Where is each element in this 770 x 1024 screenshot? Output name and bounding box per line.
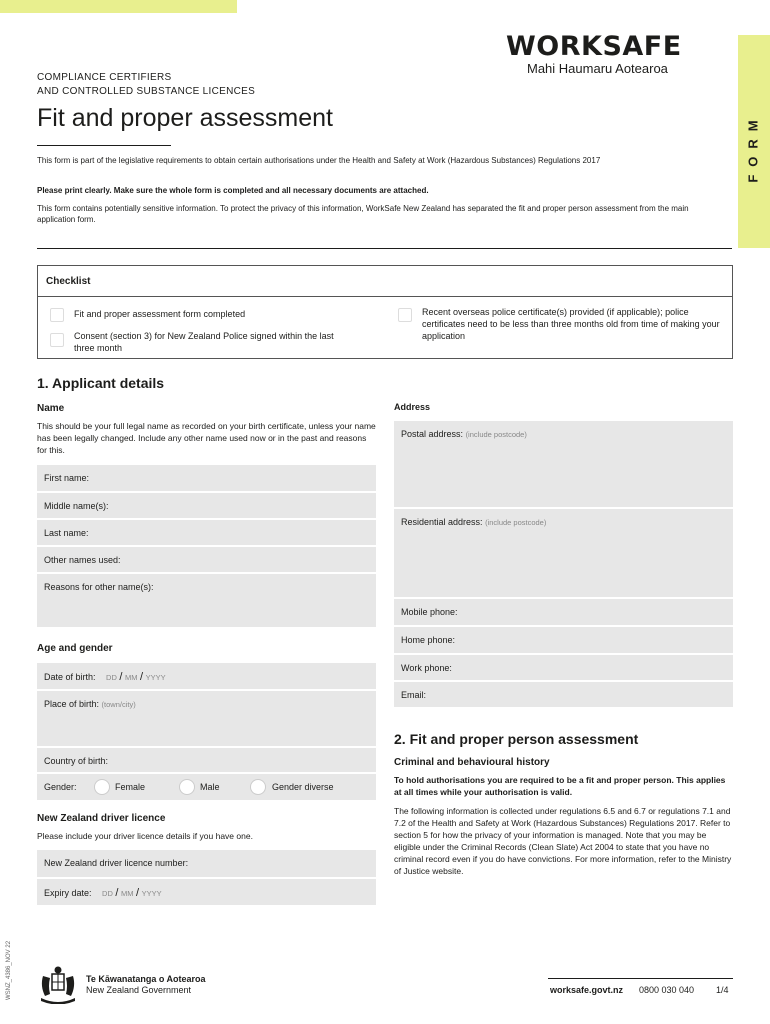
age-gender-heading: Age and gender — [37, 643, 113, 654]
licence-number-field[interactable] — [37, 850, 376, 879]
expiry-date-field[interactable]: Expiry date: DD / MM / YYYY — [37, 879, 376, 907]
last-name-field[interactable] — [37, 520, 376, 547]
licence-number-label: New Zealand driver licence number: — [44, 858, 189, 868]
gender-male-label: Male — [200, 782, 220, 792]
criminal-history-body: The following information is collected under regulations 6.5 and 6.7 or regulations 7.1 and 7.2 of the Health and Safety at Work (Hazardous Substances) Regulations 2017. Refer to section 5 for how the privacy of your information is managed. Note that you may be eligible under the Criminal Records (Clean Slate) Act 2004 to state that you have no criminal record even if you do have convictions. For more information, refer to the Ministry of Justice website. — [394, 806, 732, 876]
footer-phone: 0800 030 040 — [639, 985, 695, 995]
checklist-item-3: Recent overseas police certificate(s) provided (if applicable); police certificates need to be less than three months old from time of making your application — [422, 307, 720, 341]
checklist-checkbox-1[interactable] — [50, 308, 64, 322]
first-name-label: First name: — [44, 473, 90, 483]
dob-field[interactable]: Date of birth: DD / MM / YYYY — [37, 663, 376, 691]
home-phone-label: Home phone: — [401, 635, 456, 645]
middle-names-label: Middle name(s): — [44, 501, 109, 511]
work-phone-label: Work phone: — [401, 663, 452, 673]
header-divider — [37, 248, 732, 249]
worksafe-logo: WORKSAFE — [506, 31, 682, 62]
other-names-label: Other names used: — [44, 555, 121, 565]
middle-names-field[interactable] — [37, 493, 376, 520]
gender-female-radio[interactable] — [94, 779, 110, 795]
govt-line-1: Te Kāwanatanga o Aotearoa — [86, 974, 206, 984]
dob-day-hint: DD — [106, 673, 117, 682]
nz-coat-of-arms-icon — [37, 964, 79, 1004]
gender-label: Gender: — [44, 782, 77, 792]
residential-address-hint: (include postcode) — [485, 518, 547, 527]
checklist-checkbox-3[interactable] — [398, 308, 412, 322]
fit-proper-requirement: To hold authorisations you are required to be a fit and proper person. This applies at all times while your authorisation is valid. — [394, 775, 726, 797]
expiry-year-hint: YYYY — [141, 889, 162, 898]
email-field[interactable] — [394, 682, 733, 709]
expiry-date-label: Expiry date: — [44, 888, 92, 898]
residential-address-field[interactable] — [394, 509, 733, 599]
criminal-history-heading: Criminal and behavioural history — [394, 757, 550, 768]
dob-month-hint: MM — [124, 673, 138, 682]
place-of-birth-field[interactable] — [37, 691, 376, 748]
name-heading: Name — [37, 403, 65, 414]
licence-help-text: Please include your driver licence details if you have one. — [37, 831, 253, 841]
name-help-text: This should be your full legal name as recorded on your birth certificate, unless your name has been legally changed. Include any other name used now or in the past and reasons for this. — [37, 421, 376, 455]
gender-diverse-radio[interactable] — [250, 779, 266, 795]
country-of-birth-field[interactable] — [37, 748, 376, 774]
gender-row — [37, 774, 376, 802]
checklist-item-2: Consent (section 3) for New Zealand Police signed within the last three month — [74, 331, 334, 353]
logo-tagline: Mahi Haumaru Aotearoa — [527, 61, 668, 76]
side-tab-label: FORM — [745, 112, 761, 183]
kicker-line-1: COMPLIANCE CERTIFIERS — [37, 72, 172, 83]
govt-line-2: New Zealand Government — [86, 985, 192, 995]
gender-male-radio[interactable] — [179, 779, 195, 795]
checklist-checkbox-2[interactable] — [50, 333, 64, 347]
email-label: Email: — [401, 690, 427, 700]
top-accent-bar — [0, 0, 237, 13]
dob-label: Date of birth: — [44, 672, 96, 682]
footer-divider — [548, 978, 733, 979]
checklist-box — [37, 265, 733, 359]
residential-address-label: Residential address: — [401, 517, 483, 527]
page-title: Fit and proper assessment — [37, 104, 333, 132]
privacy-note: This form contains potentially sensitive information. To protect the privacy of this information, WorkSafe New Zealand has separated the fit and proper person assessment from the main application form. — [37, 204, 689, 224]
section-1-title: 1. Applicant details — [37, 375, 165, 391]
footer-website-link[interactable]: worksafe.govt.nz — [550, 985, 624, 995]
checklist-item-1: Fit and proper assessment form completed — [74, 309, 246, 319]
work-phone-field[interactable] — [394, 655, 733, 682]
postal-address-label: Postal address: — [401, 429, 464, 439]
postal-address-field[interactable] — [394, 421, 733, 509]
form-side-tab — [738, 35, 770, 248]
other-names-field[interactable] — [37, 547, 376, 574]
nz-government-wordmark — [86, 974, 206, 996]
last-name-label: Last name: — [44, 528, 89, 538]
mobile-phone-label: Mobile phone: — [401, 607, 458, 617]
address-heading: Address — [394, 402, 431, 412]
title-underline — [37, 145, 171, 146]
first-name-field[interactable] — [37, 465, 376, 493]
gender-female-label: Female — [115, 782, 146, 792]
mobile-phone-field[interactable] — [394, 599, 733, 627]
form-code: WSNZ_4386_NOV 22 — [6, 940, 12, 1000]
kicker-line-2: AND CONTROLLED SUBSTANCE LICENCES — [37, 86, 256, 97]
expiry-day-hint: DD — [102, 889, 113, 898]
section-2-title: 2. Fit and proper person assessment — [394, 731, 639, 747]
home-phone-field[interactable] — [394, 627, 733, 655]
reasons-label: Reasons for other name(s): — [44, 582, 154, 592]
print-note: Please print clearly. Make sure the whole form is completed and all necessary documents are attached. — [37, 186, 429, 195]
intro-text: This form is part of the legislative requirements to obtain certain authorisations under the Health and Safety at Work (Hazardous Substances) Regulations 2017 — [37, 156, 601, 165]
licence-heading: New Zealand driver licence — [37, 813, 166, 824]
reasons-field[interactable] — [37, 574, 376, 629]
checklist-title: Checklist — [38, 266, 732, 297]
postal-address-hint: (include postcode) — [465, 430, 527, 439]
place-of-birth-label: Place of birth: — [44, 699, 100, 709]
place-of-birth-hint: (town/city) — [101, 700, 136, 709]
country-of-birth-label: Country of birth: — [44, 756, 109, 766]
dob-year-hint: YYYY — [145, 673, 166, 682]
expiry-month-hint: MM — [120, 889, 134, 898]
gender-diverse-label: Gender diverse — [272, 782, 334, 792]
page-number: 1/4 — [716, 985, 729, 995]
